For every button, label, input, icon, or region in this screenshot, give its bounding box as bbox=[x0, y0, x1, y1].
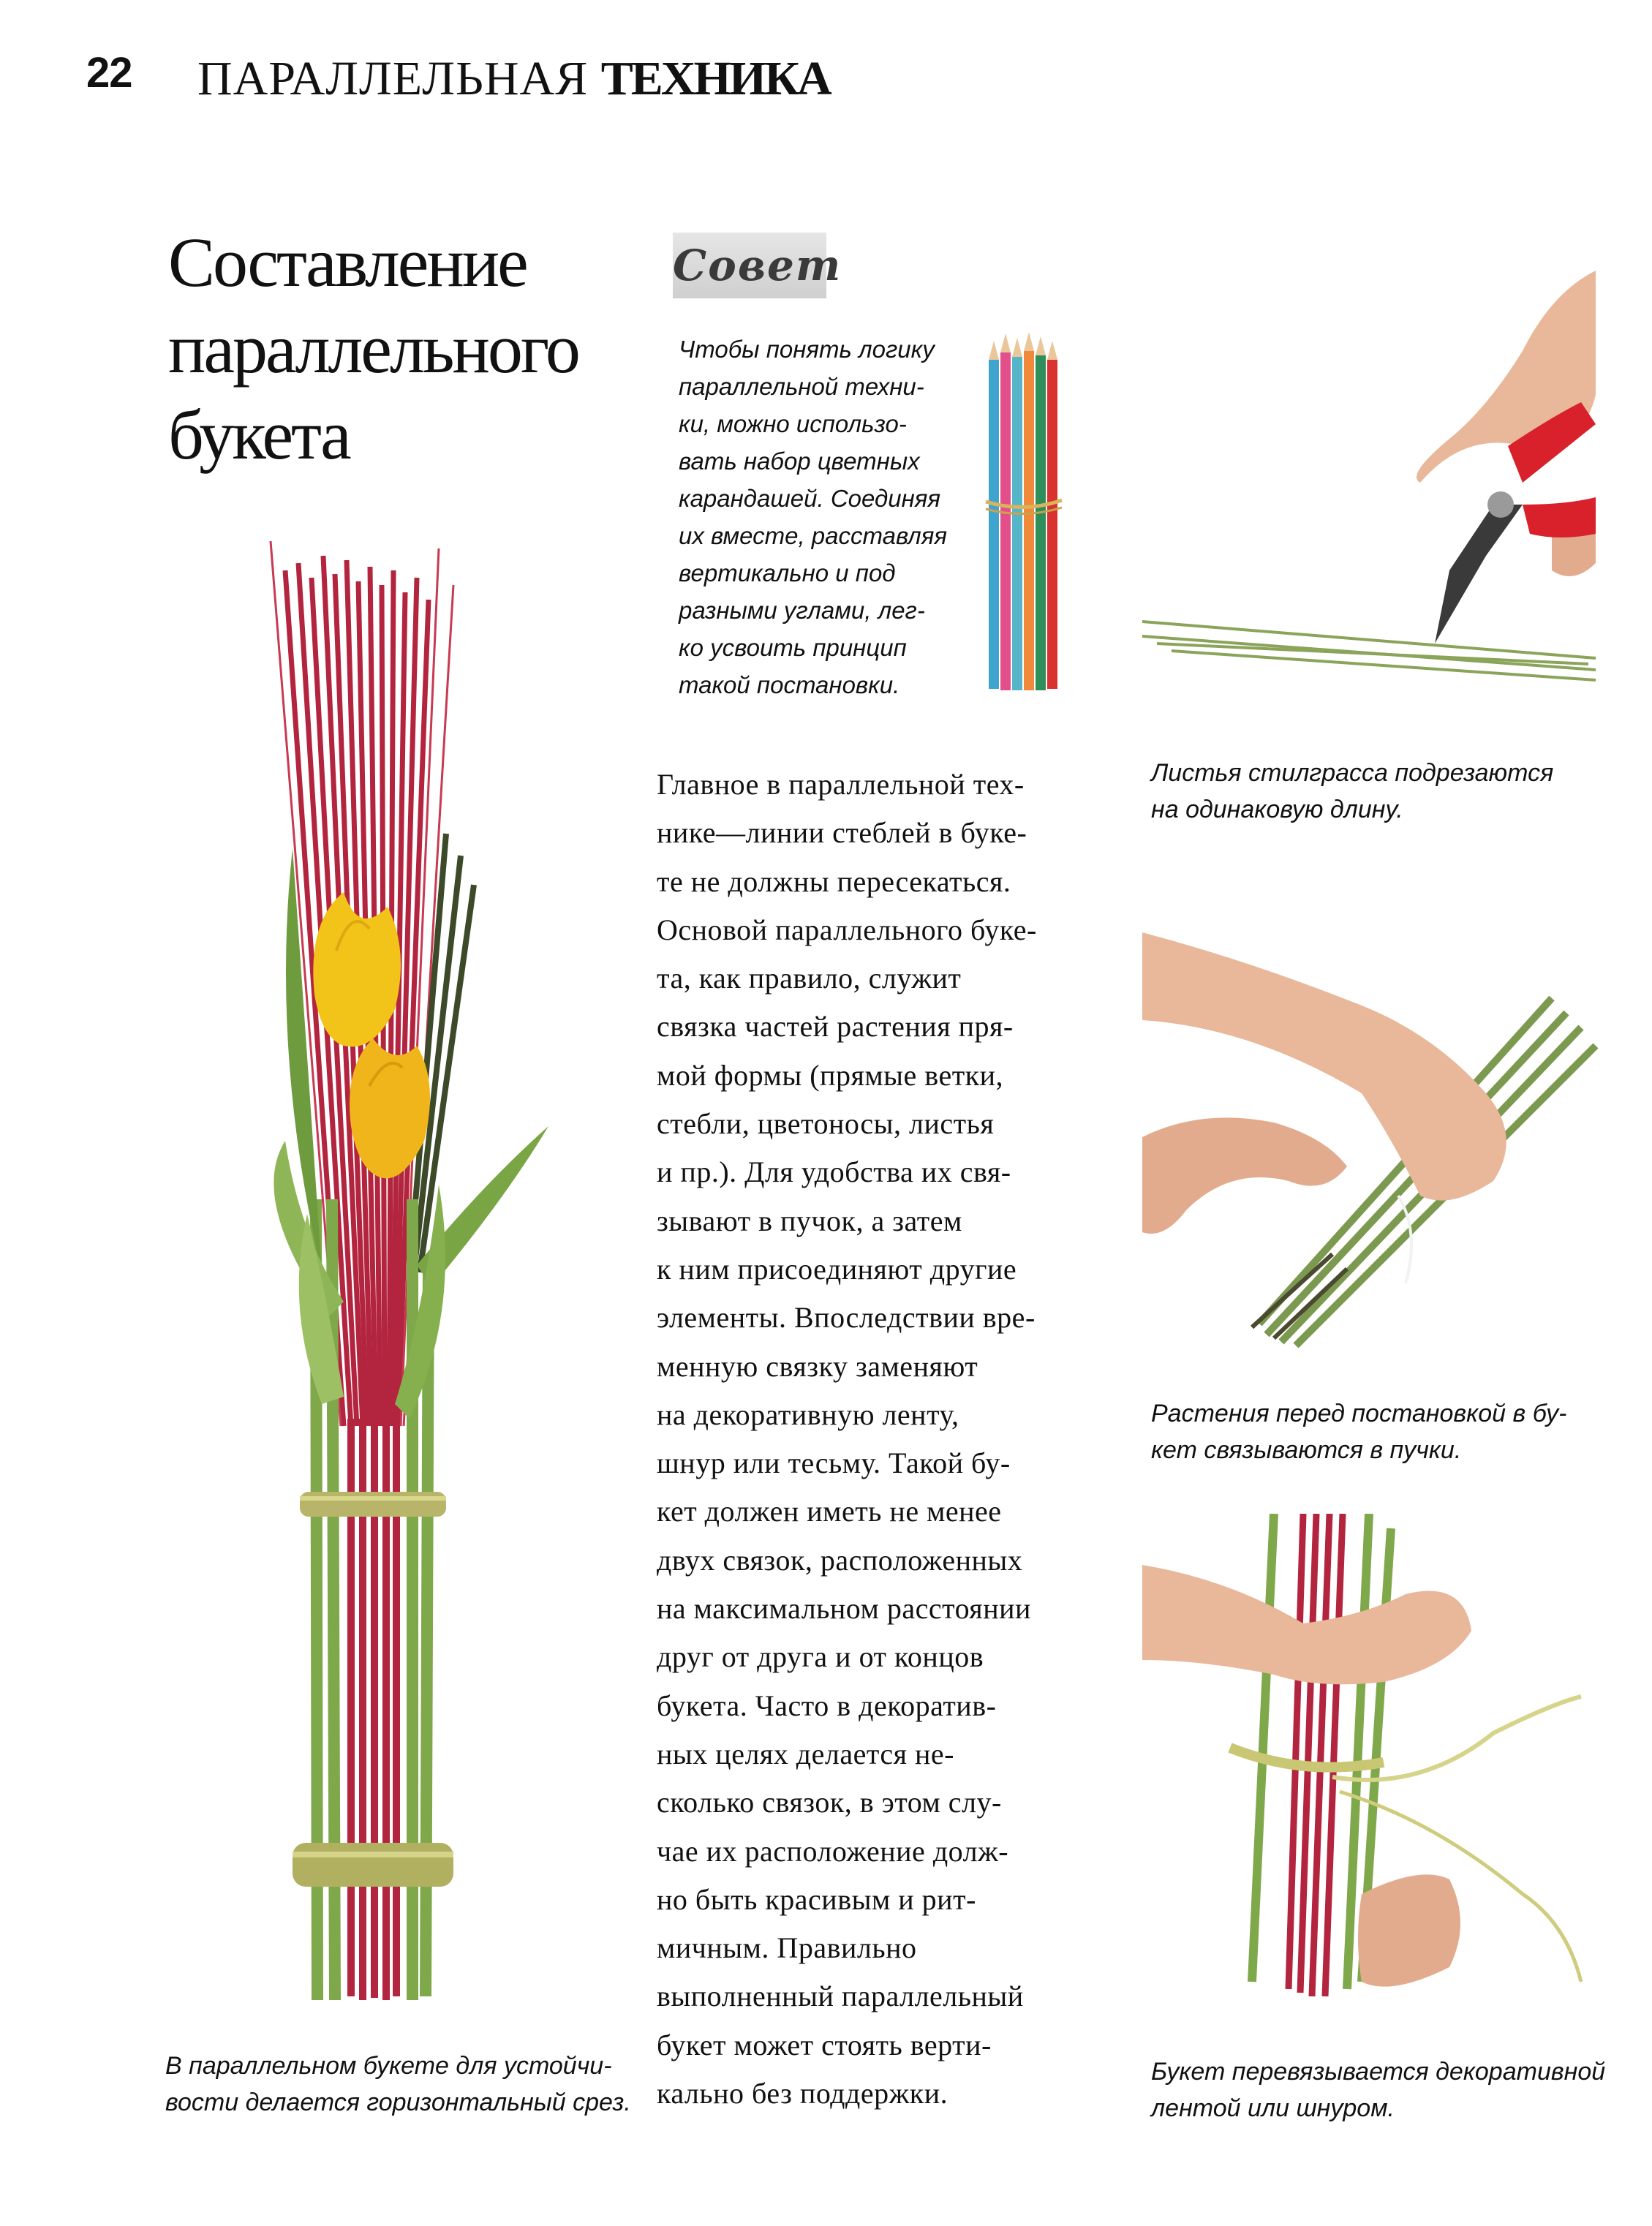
ribbon-tying-photo bbox=[1142, 1514, 1610, 2026]
title-line: параллельного bbox=[168, 309, 578, 388]
body-line: стебли, цветоносы, листья bbox=[657, 1107, 995, 1141]
tip-line: такой постановки. bbox=[679, 671, 900, 698]
body-line: та, как правило, служит bbox=[657, 962, 962, 995]
tip-text bbox=[679, 331, 971, 703]
body-line: связка частей растения пря- bbox=[657, 1010, 1014, 1044]
caption-line: кет связываются в пучки. bbox=[1151, 1436, 1462, 1464]
body-line: Основой параллельного буке- bbox=[657, 913, 1037, 946]
tip-line: их вместе, расставляя bbox=[679, 522, 947, 549]
caption-bouquet bbox=[165, 2048, 631, 2121]
caption-ribbon bbox=[1151, 2053, 1605, 2127]
tip-line: разными углами, лег- bbox=[679, 597, 925, 624]
body-line: чае их расположение долж- bbox=[657, 1834, 1009, 1868]
body-line: на декоративную ленту, bbox=[657, 1397, 959, 1431]
body-line: ных целях делается не- bbox=[657, 1737, 954, 1770]
tip-line: карандашей. Соединяя bbox=[679, 485, 941, 512]
tying-stems-photo bbox=[1142, 918, 1610, 1357]
body-line: выполненный параллельный bbox=[657, 1980, 1024, 2013]
caption-line: Листья стилграсса подрезаются bbox=[1151, 759, 1554, 787]
page-number: 22 bbox=[86, 49, 132, 97]
tip-line: ко усвоить принцип bbox=[679, 634, 907, 661]
pruner-cutting-photo bbox=[1142, 263, 1610, 702]
parallel-bouquet-image bbox=[241, 541, 570, 2033]
tip-line: вать набор цветных bbox=[679, 448, 920, 475]
body-line: сколько связок, в этом слу- bbox=[657, 1786, 1002, 1819]
caption-line: Растения перед постановкой в бу- bbox=[1151, 1400, 1567, 1427]
caption-trim bbox=[1151, 755, 1553, 828]
title-line: Составление bbox=[168, 223, 527, 301]
body-line: шнур или тесьму. Такой бу- bbox=[657, 1446, 1011, 1480]
body-line: двух связок, расположенных bbox=[657, 1543, 1023, 1577]
caption-line: вости делается горизонтальный срез. bbox=[165, 2089, 631, 2116]
caption-line: В параллельном букете для устойчи- bbox=[165, 2052, 612, 2080]
body-line: нике—линии стеблей в буке- bbox=[657, 816, 1027, 850]
running-head-regular: ПАРАЛЛЕЛЬНАЯ bbox=[197, 52, 589, 105]
body-line: букет может стоять верти- bbox=[657, 2028, 992, 2061]
caption-tie bbox=[1151, 1395, 1566, 1468]
body-line: но быть красивым и рит- bbox=[657, 1882, 976, 1916]
body-line: на максимальном расстоянии bbox=[657, 1592, 1031, 1626]
colored-pencils-image bbox=[973, 331, 1082, 711]
running-head-bold: ТЕХНИКА bbox=[600, 52, 830, 105]
body-text bbox=[657, 761, 1110, 2118]
body-line: букета. Часто в декоратив- bbox=[657, 1689, 997, 1722]
tip-line: ки, можно использо- bbox=[679, 410, 907, 437]
body-line: кет должен иметь не менее bbox=[657, 1495, 1002, 1528]
body-line: кально без поддержки. bbox=[657, 2077, 948, 2110]
body-line: мой формы (прямые ветки, bbox=[657, 1058, 1004, 1092]
body-line: и пр.). Для удобства их свя- bbox=[657, 1155, 1011, 1189]
body-line: друг от друга и от концов bbox=[657, 1640, 984, 1674]
body-line: те не должны пересекаться. bbox=[657, 864, 1011, 898]
caption-line: на одинаковую длину. bbox=[1151, 796, 1403, 823]
tip-label: Совет bbox=[673, 233, 826, 298]
body-line: к ним присоединяют другие bbox=[657, 1252, 1017, 1286]
body-line: менную связку заменяют bbox=[657, 1349, 978, 1383]
running-head bbox=[197, 51, 830, 107]
body-line: элементы. Впоследствии вре- bbox=[657, 1301, 1036, 1335]
article-title bbox=[168, 219, 636, 478]
caption-line: лентой или шнуром. bbox=[1151, 2094, 1395, 2122]
caption-line: Букет перевязывается декоративной bbox=[1151, 2058, 1606, 2086]
title-line: букета bbox=[168, 396, 350, 474]
tip-line: Чтобы понять логику bbox=[679, 336, 935, 363]
tip-line: вертикально и под bbox=[679, 559, 896, 586]
body-line: мичным. Правильно bbox=[657, 1931, 917, 1965]
body-line: Главное в параллельной тех- bbox=[657, 768, 1025, 801]
body-line: зывают в пучок, а затем bbox=[657, 1204, 962, 1237]
tip-line: параллельной техни- bbox=[679, 373, 924, 400]
